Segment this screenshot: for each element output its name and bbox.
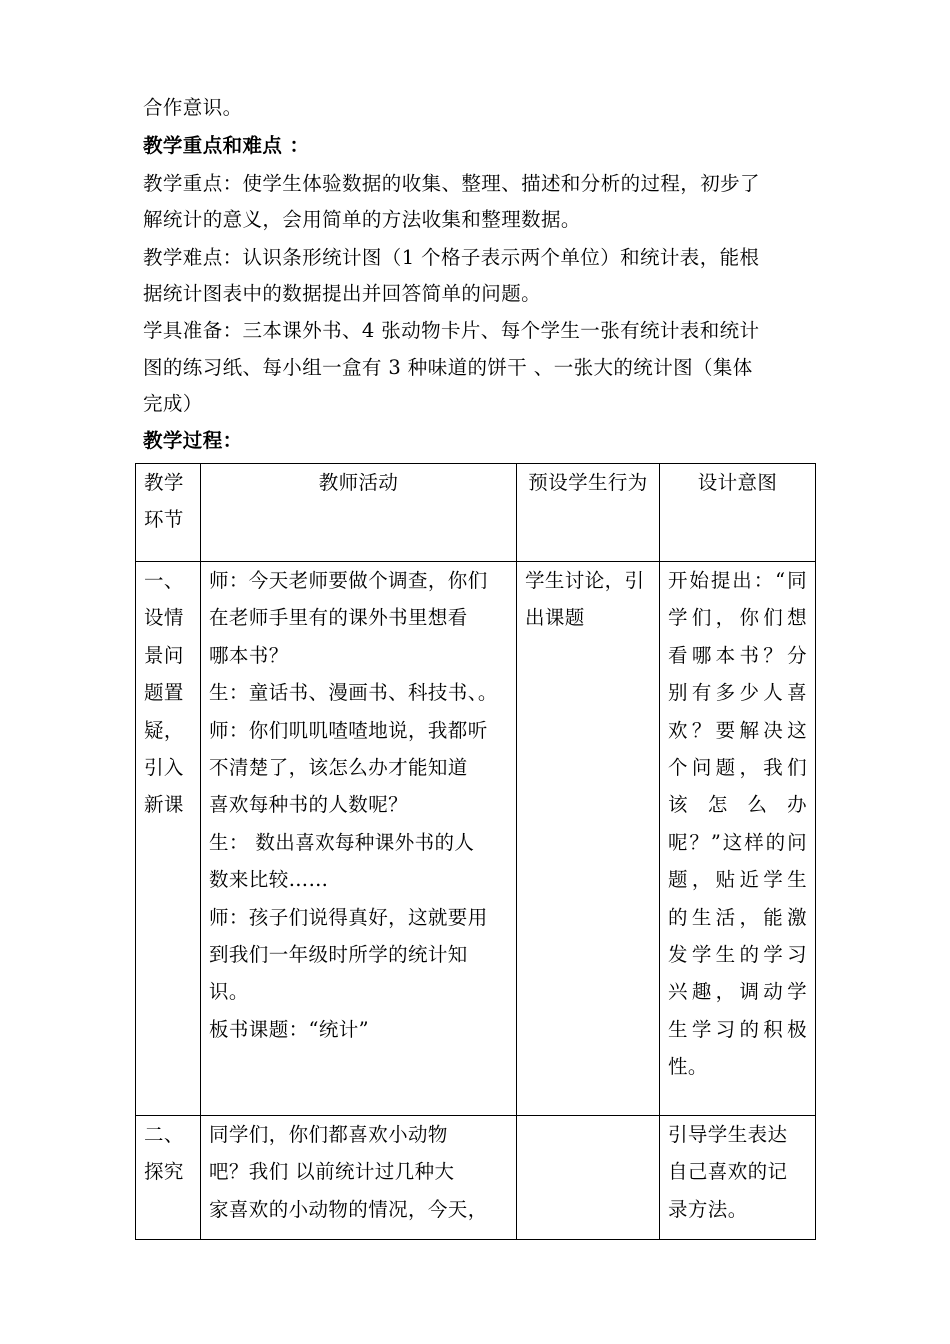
row1-teacher-activity xyxy=(201,562,517,1116)
table-header-row xyxy=(136,464,816,562)
teacher-line: 师：孩子们说得真好，这就要用 xyxy=(209,905,488,929)
key-points-heading: 教学重点和难点 ： xyxy=(143,134,310,157)
teacher-line: 不清楚了，该怎么办才能知道 xyxy=(209,756,468,780)
row2-stage: 二、探究 xyxy=(136,1116,201,1240)
row1-student-behavior: 学生讨论，引出课题 xyxy=(517,562,660,1116)
table-row xyxy=(136,1116,816,1240)
row1-design-intent: 开始提出：“同学们，你们想看哪本书？分别有多少人喜欢？要解决这个问题，我们该怎么办呢？”这样的问题，贴近学生的生活，能激发学生的学习兴趣，调动学生学习的积极性。 xyxy=(660,562,816,1116)
process-heading: 教学过程： xyxy=(143,429,243,452)
teacher-line: 在老师手里有的课外书里想看 xyxy=(209,606,468,630)
teacher-line: 到我们一年级时所学的统计知 xyxy=(209,943,468,967)
header-design-intent: 设计意图 xyxy=(660,464,816,562)
prep-line-3: 完成） xyxy=(143,392,203,415)
key-point-line-2: 解统计的意义，会用简单的方法收集和整理数据。 xyxy=(143,208,581,231)
teacher-line: 同学们，你们都喜欢小动物 xyxy=(209,1123,448,1146)
lesson-process-table xyxy=(135,463,816,1240)
row1-stage: 一、设情景问题置疑，引入新课 xyxy=(136,562,201,1116)
teacher-line: 数来比较…… xyxy=(209,868,329,892)
intro-line: 合作意识。 xyxy=(143,96,243,119)
teacher-line: 师：你们叽叽喳喳地说，我都听 xyxy=(209,718,488,742)
teacher-line: 生：童话书、漫画书、科技书、。 xyxy=(209,681,498,705)
header-student-behavior: 预设学生行为 xyxy=(517,464,660,562)
row2-student-behavior xyxy=(517,1116,660,1240)
teacher-line: 生： 数出喜欢每种课外书的人 xyxy=(209,830,475,854)
teacher-line: 师：今天老师要做个调查，你们 xyxy=(209,569,488,592)
header-teacher-activity: 教师活动 xyxy=(201,464,517,562)
header-stage: 教学环节 xyxy=(136,464,201,562)
teacher-line: 哪本书？ xyxy=(209,643,289,667)
difficulty-line-2: 据统计图表中的数据提出并回答简单的问题。 xyxy=(143,282,542,305)
row2-teacher-activity xyxy=(201,1116,517,1240)
teacher-line: 家喜欢的小动物的情况，今天， xyxy=(209,1197,488,1221)
row2-design-intent: 引导学生表达自己喜欢的记录方法。 xyxy=(660,1116,816,1240)
difficulty-line-1: 教学难点：认识条形统计图（1 个格子表示两个单位）和统计表，能根 xyxy=(143,246,760,269)
teacher-line: 吧？我们 以前统计过几种大 xyxy=(209,1160,455,1184)
teacher-line: 识。 xyxy=(209,980,249,1004)
prep-line-2: 图的练习纸、每小组一盒有 3 种味道的饼干 、一张大的统计图（集体 xyxy=(143,356,753,379)
table-row xyxy=(136,562,816,1116)
teacher-line: 喜欢每种书的人数呢？ xyxy=(209,793,409,817)
prep-line-1: 学具准备：三本课外书、4 张动物卡片、每个学生一张有统计表和统计 xyxy=(143,319,760,342)
teacher-line: 板书课题：“统计” xyxy=(209,1017,370,1041)
key-point-line-1: 教学重点：使学生体验数据的收集、整理、描述和分析的过程，初步了 xyxy=(143,172,760,195)
